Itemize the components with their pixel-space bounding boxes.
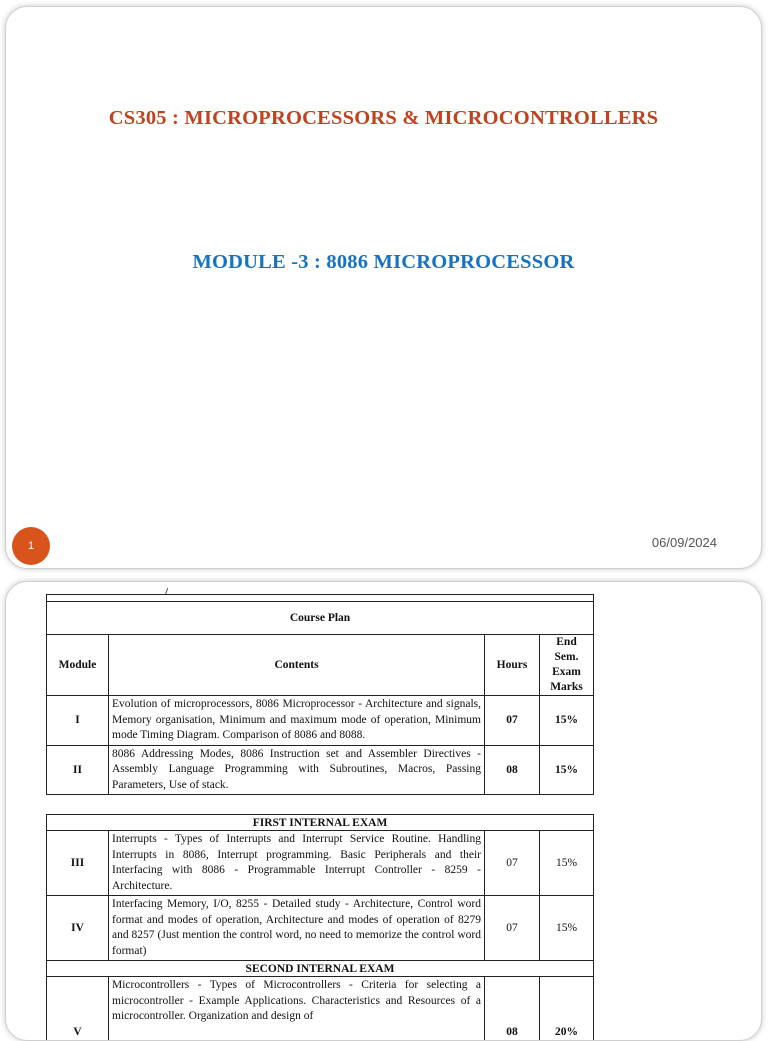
row-module: IV (47, 896, 109, 961)
first-internal-exam: FIRST INTERNAL EXAM (47, 815, 594, 831)
row-module: I (47, 696, 109, 746)
slide-date: 06/09/2024 (652, 535, 717, 550)
course-title: CS305 : MICROPROCESSORS & MICROCONTROLLERS (6, 107, 761, 130)
row-contents: Evolution of microprocessors, 8086 Microprocessor - Architecture and signals, Memory organisation, Minimum and maximum mode of operation, Minimum mode Timing Diagram. Comparison of 8086 and 8088. (109, 696, 485, 746)
row-marks: 15% (540, 696, 594, 746)
row-contents: Interfacing Memory, I/O, 8255 - Detailed study - Architecture, Control word format and modes of operation, Architecture and modes of operation of 8279 and 8257 (Just mention the control word, no need to memorize the control word format) (109, 896, 485, 961)
header-contents: Contents (109, 635, 485, 696)
page-number-badge: 1 (12, 527, 50, 565)
row-module: III (47, 831, 109, 896)
course-plan-table-continued (46, 814, 594, 1041)
title-slide (5, 6, 762, 569)
row-contents: Microcontrollers - Types of Microcontrollers - Criteria for selecting a microcontroller - Example Applications. Characteristics and Resources of a microcontroller. Organization and design of (109, 977, 485, 1041)
header-hours: Hours (485, 635, 540, 696)
table-row (47, 977, 594, 1041)
header-module: Module (47, 635, 109, 696)
table-row (47, 831, 594, 896)
row-contents: 8086 Addressing Modes, 8086 Instruction set and Assembler Directives - Assembly Language Programming with Subroutines, Macros, Passing Parameters, Use of stack. (109, 745, 485, 795)
row-marks: 15% (540, 831, 594, 896)
course-plan-slide (5, 581, 762, 1041)
table-row (47, 696, 594, 746)
row-hours: 07 (485, 831, 540, 896)
row-module: V (47, 977, 109, 1041)
row-marks: 20% (540, 977, 594, 1041)
table-row (47, 896, 594, 961)
module-title: MODULE -3 : 8086 MICROPROCESSOR (6, 251, 761, 274)
row-module: II (47, 745, 109, 795)
row-hours: 08 (485, 745, 540, 795)
table-caption: Course Plan (47, 602, 594, 635)
row-contents: Interrupts - Types of Interrupts and Interrupt Service Routine. Handling Interrupts in 8086, Interrupt programming. Basic Peripherals and their Interfacing with 8086 - Programmable Interrupt Controller - 8259 - Architecture. (109, 831, 485, 896)
header-marks: End Sem. Exam Marks (540, 635, 594, 696)
second-internal-exam: SECOND INTERNAL EXAM (47, 961, 594, 977)
row-hours: 07 (485, 696, 540, 746)
row-hours: 07 (485, 896, 540, 961)
table-row (47, 745, 594, 795)
row-marks: 15% (540, 745, 594, 795)
row-marks: 15% (540, 896, 594, 961)
row-hours: 08 (485, 977, 540, 1041)
course-plan-table (46, 594, 594, 795)
